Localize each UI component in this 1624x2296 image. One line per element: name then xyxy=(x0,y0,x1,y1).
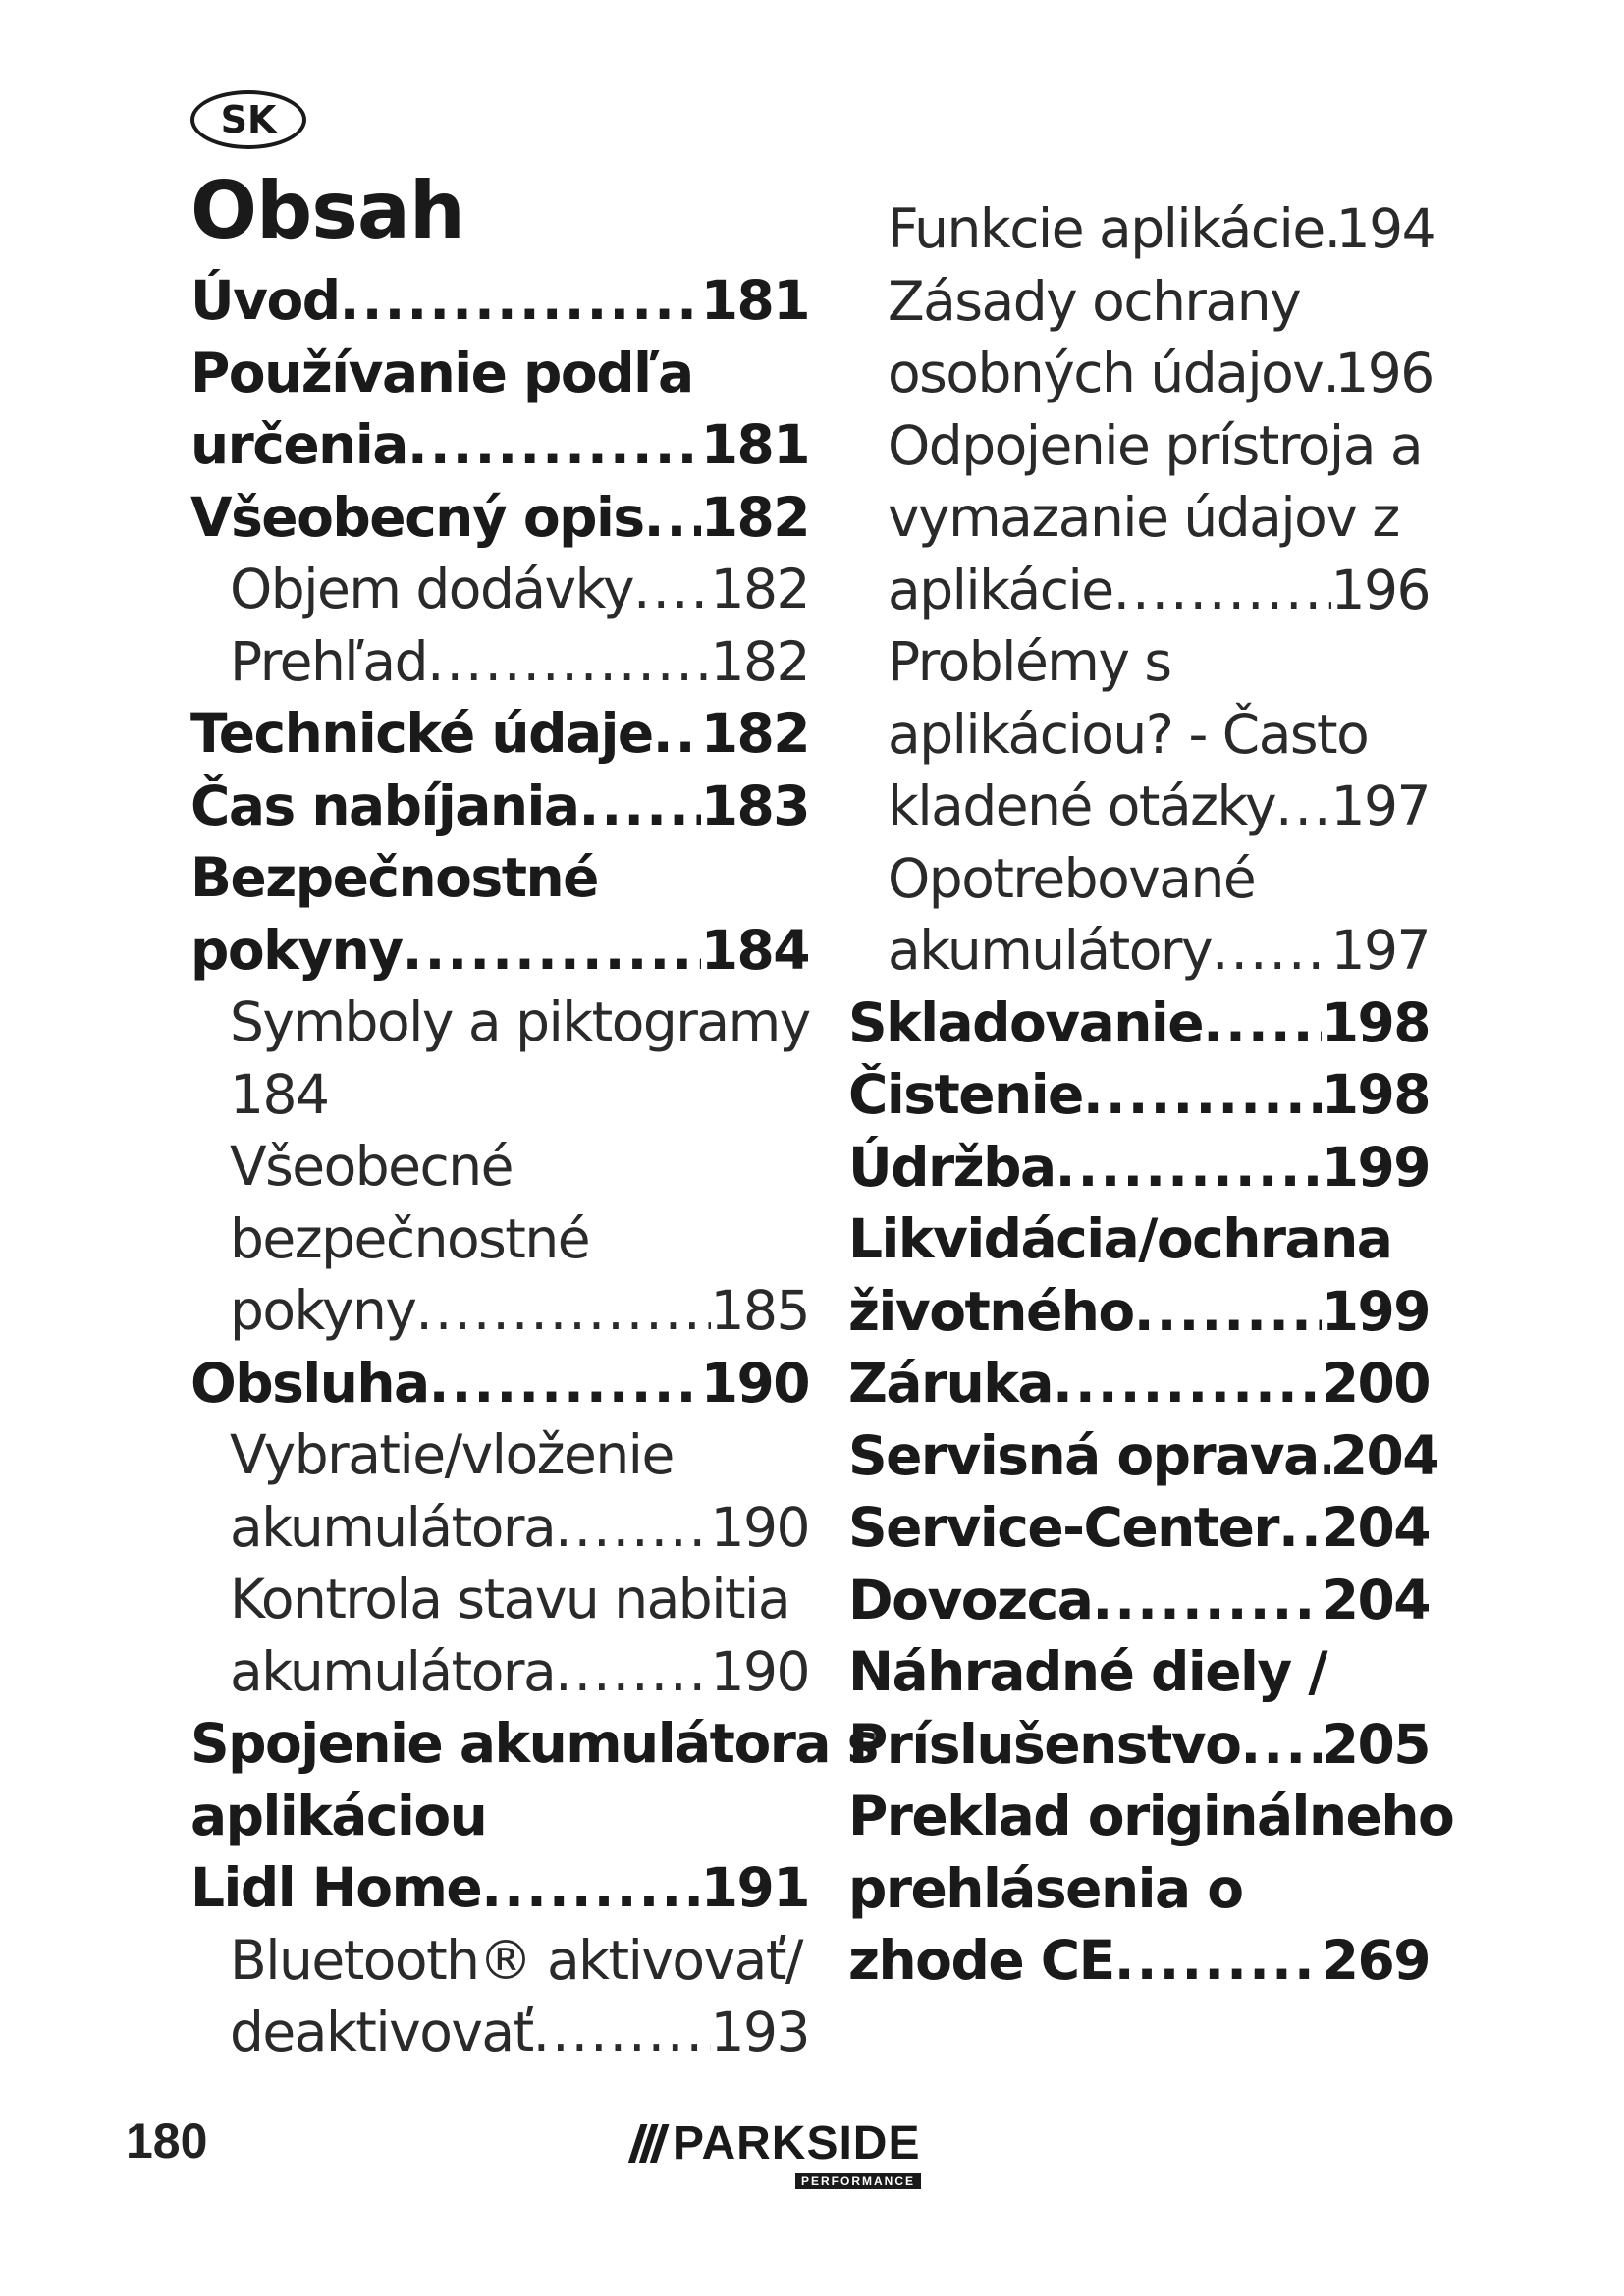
toc-entry xyxy=(848,626,1430,699)
toc-leader-dots xyxy=(644,482,701,555)
toc-entry xyxy=(848,915,1430,988)
toc-leader-dots xyxy=(1114,1925,1322,1998)
toc-entry xyxy=(848,1636,1430,1709)
toc-entry xyxy=(190,915,809,988)
toc-entry-text: Záruka xyxy=(848,1352,1053,1415)
toc-leader-dots xyxy=(1083,1059,1322,1132)
toc-entry-text: akumulátora xyxy=(230,1639,556,1703)
toc-entry xyxy=(848,410,1430,483)
toc-entry xyxy=(190,409,809,482)
toc-entry xyxy=(190,1348,809,1420)
toc-entry-text: Spojenie akumulátora s xyxy=(190,1712,878,1775)
toc-column-right xyxy=(848,193,1454,1998)
toc-entry xyxy=(848,1203,1430,1276)
toc-entry-text: Servisná oprava xyxy=(848,1423,1319,1487)
toc-entry xyxy=(190,1636,809,1709)
toc-entry-text: Kontrola stavu nabitia xyxy=(230,1568,790,1630)
toc-entry-page: 196 xyxy=(1334,342,1434,404)
toc-leader-dots xyxy=(481,1852,700,1925)
logo-slashes-icon xyxy=(634,2124,663,2163)
toc-entry-text: Používanie podľa xyxy=(190,341,693,404)
toc-entry xyxy=(190,265,809,338)
toc-entry-page: 197 xyxy=(1330,774,1430,837)
toc-entry-text: Bezpečnostné xyxy=(190,846,598,909)
toc-entry-page: 181 xyxy=(700,269,809,332)
toc-leader-dots xyxy=(427,626,710,699)
toc-entry-text: Dovozca xyxy=(848,1568,1093,1631)
logo-sub: PERFORMANCE xyxy=(795,2173,921,2189)
language-badge: SK xyxy=(190,90,306,149)
toc-leader-dots xyxy=(1203,988,1322,1060)
toc-entry-page: 182 xyxy=(710,629,809,693)
toc-entry xyxy=(848,1565,1430,1637)
toc-entry xyxy=(848,1132,1430,1204)
toc-entry-page: 182 xyxy=(710,558,809,620)
toc-entry-page: 198 xyxy=(1321,990,1430,1054)
toc-leader-dots xyxy=(1053,1348,1322,1420)
toc-entry-page: 182 xyxy=(700,702,809,765)
toc-entry-text: aplikácie xyxy=(888,558,1113,621)
toc-leader-dots xyxy=(653,698,701,771)
toc-entry xyxy=(848,555,1430,627)
toc-entry-text: Náhradné diely / xyxy=(848,1640,1326,1703)
toc-entry-text: 184 xyxy=(230,1062,329,1126)
toc-leader-dots xyxy=(1113,555,1331,627)
toc-entry xyxy=(848,699,1430,772)
toc-entry-page: 197 xyxy=(1330,919,1430,982)
toc-entry-text: kladené otázky xyxy=(888,774,1275,837)
toc-entry-text: Likvidácia/ochrana xyxy=(848,1207,1392,1270)
toc-entry-page: 204 xyxy=(1329,1423,1439,1487)
toc-entry xyxy=(848,266,1430,339)
toc-entry-text: deaktivovať xyxy=(230,2001,533,2063)
toc-leader-dots xyxy=(429,1348,701,1420)
toc-entry-text: pokyny xyxy=(230,1279,416,1342)
toc-entry-page: 199 xyxy=(1321,1135,1430,1199)
page-title: Obsah xyxy=(190,165,464,256)
toc-entry-text: Preklad originálneho xyxy=(848,1785,1454,1847)
toc-entry-text: Problémy s xyxy=(888,630,1171,693)
toc-entry xyxy=(848,482,1430,555)
toc-entry-text: Všeobecné xyxy=(230,1135,513,1198)
toc-entry-page: 198 xyxy=(1321,1063,1430,1126)
toc-entry-page: 183 xyxy=(700,774,809,837)
toc-entry-text: určenia xyxy=(190,413,407,476)
toc-entry-text: Zásady ochrany xyxy=(888,269,1301,333)
toc-entry xyxy=(190,482,809,555)
toc-entry-text: Funkcie aplikácie xyxy=(888,197,1325,260)
toc-leader-dots xyxy=(1212,915,1330,988)
toc-entry-text: Odpojenie prístroja a xyxy=(888,413,1423,477)
toc-entry xyxy=(848,1709,1430,1782)
toc-entry xyxy=(190,554,809,626)
toc-leader-dots xyxy=(1325,193,1336,266)
toc-leader-dots xyxy=(340,265,701,338)
toc-leader-dots xyxy=(633,554,710,626)
toc-entry-text: Objem dodávky xyxy=(230,558,634,620)
toc-entry xyxy=(190,1781,809,1853)
toc-entry xyxy=(190,1492,809,1565)
toc-entry-page: 191 xyxy=(700,1856,809,1919)
toc-entry-page: 193 xyxy=(710,2001,809,2063)
toc-entry xyxy=(848,1348,1430,1420)
toc-entry xyxy=(190,1203,809,1276)
toc-entry-page: 194 xyxy=(1335,197,1435,260)
toc-entry xyxy=(848,843,1430,916)
toc-entry xyxy=(190,1925,809,1998)
toc-entry xyxy=(190,1708,878,1781)
toc-entry-page: 184 xyxy=(700,918,809,982)
toc-entry-page: 204 xyxy=(1321,1496,1430,1559)
toc-entry-text: Vybratie/vloženie xyxy=(230,1423,674,1486)
toc-entry-text: osobných údajov xyxy=(888,342,1324,404)
toc-entry-text: akumulátory xyxy=(888,919,1213,982)
toc-entry-page: 269 xyxy=(1321,1929,1430,1992)
toc-entry-page: 181 xyxy=(700,413,809,476)
toc-entry-page: 190 xyxy=(700,1351,809,1415)
toc-entry xyxy=(848,1492,1430,1565)
toc-entry-text: prehlásenia o xyxy=(848,1856,1243,1920)
toc-leader-dots xyxy=(1240,1709,1321,1782)
toc-entry xyxy=(190,626,809,699)
toc-entry-page: 204 xyxy=(1321,1568,1430,1631)
toc-entry xyxy=(190,1564,809,1636)
toc-entry-text: Všeobecný opis xyxy=(190,485,644,549)
toc-entry-text: vymazanie údajov z xyxy=(888,486,1399,549)
toc-entry-text: zhode CE xyxy=(848,1929,1114,1992)
toc-entry-text: Čas nabíjania xyxy=(190,774,579,837)
toc-entry xyxy=(190,1997,809,2069)
toc-leader-dots xyxy=(1319,1420,1330,1493)
toc-entry xyxy=(190,987,809,1059)
toc-entry-text: aplikáciou? - Často xyxy=(888,702,1369,766)
logo-brand: PARKSIDE xyxy=(673,2117,921,2169)
toc-entry xyxy=(190,1852,809,1925)
toc-entry-page: 185 xyxy=(710,1279,809,1342)
toc-entry-text: Prehľad xyxy=(230,629,428,693)
toc-entry-text: životného xyxy=(848,1279,1134,1343)
toc-entry xyxy=(190,842,809,915)
toc-entry-text: Skladovanie xyxy=(848,990,1204,1054)
toc-entry-text: pokyny xyxy=(190,918,403,982)
toc-leader-dots xyxy=(578,771,700,843)
toc-leader-dots xyxy=(555,1492,710,1565)
toc-leader-dots xyxy=(1275,771,1331,843)
toc-leader-dots xyxy=(1278,1492,1322,1565)
toc-entry-text: Údržba xyxy=(848,1135,1056,1199)
toc-leader-dots xyxy=(1323,338,1334,410)
toc-entry-page: 199 xyxy=(1321,1279,1430,1343)
page-number: 180 xyxy=(126,2113,208,2168)
toc-entry xyxy=(190,771,809,843)
toc-leader-dots xyxy=(533,1997,711,2069)
toc-entry-text: aplikáciou xyxy=(190,1784,487,1847)
toc-column-left xyxy=(190,265,878,2069)
toc-entry-text: Úvod xyxy=(190,269,340,332)
toc-leader-dots xyxy=(1092,1565,1321,1637)
toc-entry-text: Bluetooth® aktivovať/ xyxy=(230,1928,802,1992)
toc-leader-dots xyxy=(407,409,701,482)
toc-entry-text: Symboly a piktogramy xyxy=(230,990,810,1053)
toc-entry xyxy=(190,1419,809,1492)
toc-leader-dots xyxy=(415,1275,710,1348)
toc-entry-text: Príslušenstvo xyxy=(848,1712,1241,1776)
toc-entry xyxy=(848,988,1430,1060)
toc-leader-dots xyxy=(1134,1276,1322,1349)
toc-entry-page: 205 xyxy=(1321,1712,1430,1776)
toc-entry xyxy=(190,1059,809,1132)
toc-entry xyxy=(848,338,1434,410)
toc-entry-text: Technické údaje xyxy=(190,702,653,765)
toc-entry xyxy=(848,1925,1430,1998)
toc-entry-page: 200 xyxy=(1321,1352,1430,1415)
toc-entry xyxy=(848,1781,1454,1853)
toc-entry-page: 190 xyxy=(710,1495,809,1559)
toc-entry-page: 196 xyxy=(1330,558,1430,621)
toc-entry-text: akumulátora xyxy=(230,1495,556,1559)
toc-entry-page: 182 xyxy=(700,485,809,549)
toc-leader-dots xyxy=(555,1636,710,1709)
toc-entry-text: Lidl Home xyxy=(190,1856,482,1919)
toc-entry xyxy=(848,1276,1430,1349)
toc-leader-dots xyxy=(403,915,701,988)
toc-entry xyxy=(190,1275,809,1348)
parkside-logo xyxy=(634,2117,921,2189)
toc-entry-text: Service-Center xyxy=(848,1496,1279,1559)
toc-entry-text: Obsluha xyxy=(190,1351,429,1415)
toc-entry xyxy=(190,338,809,410)
toc-entry-text: Opotrebované xyxy=(888,846,1256,910)
toc-entry-page: 190 xyxy=(710,1639,809,1703)
toc-entry xyxy=(848,1853,1430,1926)
toc-entry-text: bezpečnostné xyxy=(230,1206,590,1270)
toc-entry xyxy=(190,698,809,771)
toc-entry xyxy=(848,1059,1430,1132)
toc-entry-text: Čistenie xyxy=(848,1063,1083,1126)
toc-entry xyxy=(848,771,1430,843)
toc-entry xyxy=(190,1131,809,1203)
toc-leader-dots xyxy=(1056,1132,1322,1204)
toc-entry xyxy=(848,1420,1439,1493)
toc-entry xyxy=(848,193,1435,266)
